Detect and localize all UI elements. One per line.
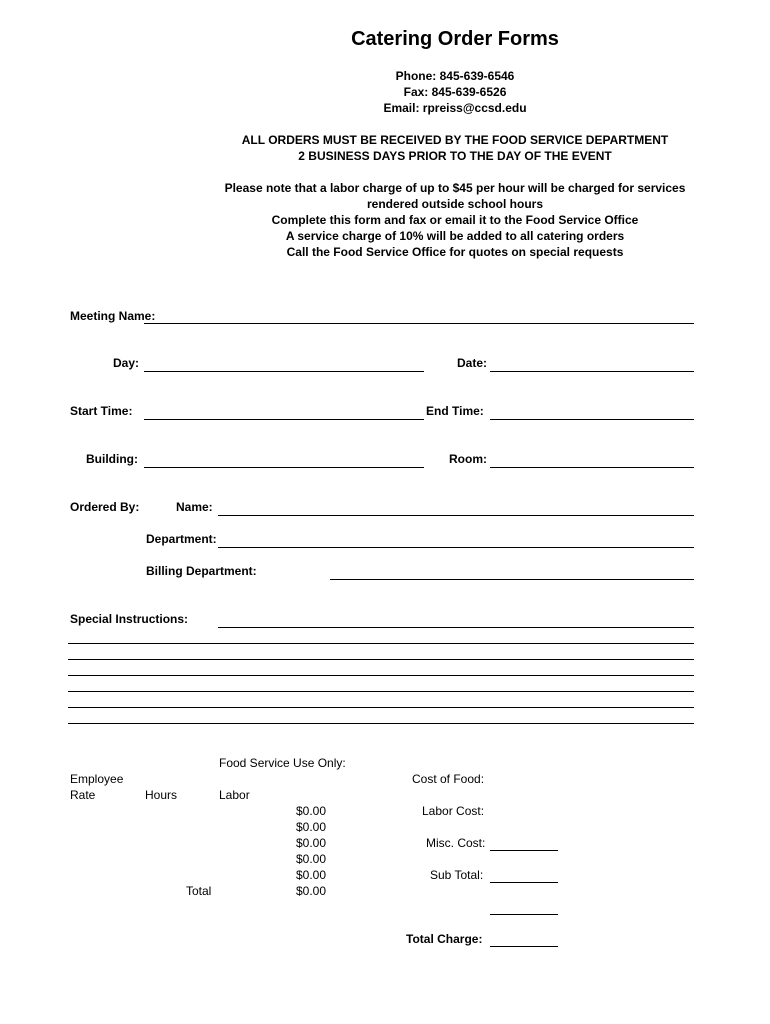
labor-value: $0.00 (296, 836, 327, 850)
labor-label: Labor (219, 788, 250, 802)
notice-line-2: 2 BUSINESS DAYS PRIOR TO THE DAY OF THE EVENT (298, 149, 612, 163)
special-instructions-line-1[interactable] (218, 627, 694, 628)
total-charge-label: Total Charge: (406, 932, 483, 946)
building-field[interactable] (144, 467, 424, 468)
special-instructions-line-7[interactable] (68, 723, 694, 724)
labor-value: $0.00 (296, 820, 327, 834)
room-label: Room: (449, 452, 487, 466)
date-label: Date: (457, 356, 488, 370)
special-instructions-line-3[interactable] (68, 659, 694, 660)
note-line-4: A service charge of 10% will be added to all catering orders (285, 229, 625, 243)
phone-number: Phone: 845-639-6546 (395, 69, 515, 83)
name-label: Name: (176, 500, 213, 514)
labor-value: $0.00 (296, 852, 327, 866)
sub-total-field[interactable] (490, 882, 558, 883)
end-time-label: End Time: (426, 404, 484, 418)
start-time-field[interactable] (144, 419, 424, 420)
labor-total-value: $0.00 (296, 884, 327, 898)
meeting-name-field[interactable] (144, 323, 694, 324)
labor-value: $0.00 (296, 868, 327, 882)
labor-value: $0.00 (296, 804, 327, 818)
start-time-label: Start Time: (70, 404, 133, 418)
day-label: Day: (113, 356, 140, 370)
note-line-1: Please note that a labor charge of up to $45 per hour will be charged for services (224, 181, 686, 195)
department-field[interactable] (218, 547, 694, 548)
rate-label: Rate (70, 788, 96, 802)
room-field[interactable] (490, 467, 694, 468)
total-charge-field[interactable] (490, 946, 558, 947)
day-field[interactable] (144, 371, 424, 372)
special-instructions-line-4[interactable] (68, 675, 694, 676)
labor-total-label: Total (186, 884, 212, 898)
page-title: Catering Order Forms (351, 28, 559, 50)
billing-department-label: Billing Department: (146, 564, 257, 578)
billing-department-field[interactable] (330, 579, 694, 580)
ordered-by-label: Ordered By: (70, 500, 140, 514)
meeting-name-label: Meeting Name: (70, 309, 156, 323)
note-line-5: Call the Food Service Office for quotes on special requests (286, 245, 624, 259)
fax-number: Fax: 845-639-6526 (403, 85, 507, 99)
special-instructions-label: Special Instructions: (70, 612, 189, 626)
cost-of-food-label: Cost of Food: (412, 772, 485, 786)
hours-label: Hours (145, 788, 178, 802)
special-instructions-line-6[interactable] (68, 707, 694, 708)
date-field[interactable] (490, 371, 694, 372)
food-service-heading: Food Service Use Only: (219, 756, 346, 770)
extra-charge-field[interactable] (490, 914, 558, 915)
employee-label: Employee (70, 772, 124, 786)
building-label: Building: (86, 452, 138, 466)
name-field[interactable] (218, 515, 694, 516)
end-time-field[interactable] (490, 419, 694, 420)
sub-total-label: Sub Total: (430, 868, 484, 882)
department-label: Department: (146, 532, 217, 546)
misc-cost-label: Misc. Cost: (426, 836, 486, 850)
note-line-3: Complete this form and fax or email it to the Food Service Office (271, 213, 639, 227)
note-line-2: rendered outside school hours (366, 197, 544, 211)
misc-cost-field[interactable] (490, 850, 558, 851)
labor-cost-label: Labor Cost: (422, 804, 485, 818)
notice-line-1: ALL ORDERS MUST BE RECEIVED BY THE FOOD SERVICE DEPARTMENT (241, 133, 669, 147)
special-instructions-line-2[interactable] (68, 643, 694, 644)
special-instructions-line-5[interactable] (68, 691, 694, 692)
email-address: Email: rpreiss@ccsd.edu (383, 101, 527, 115)
